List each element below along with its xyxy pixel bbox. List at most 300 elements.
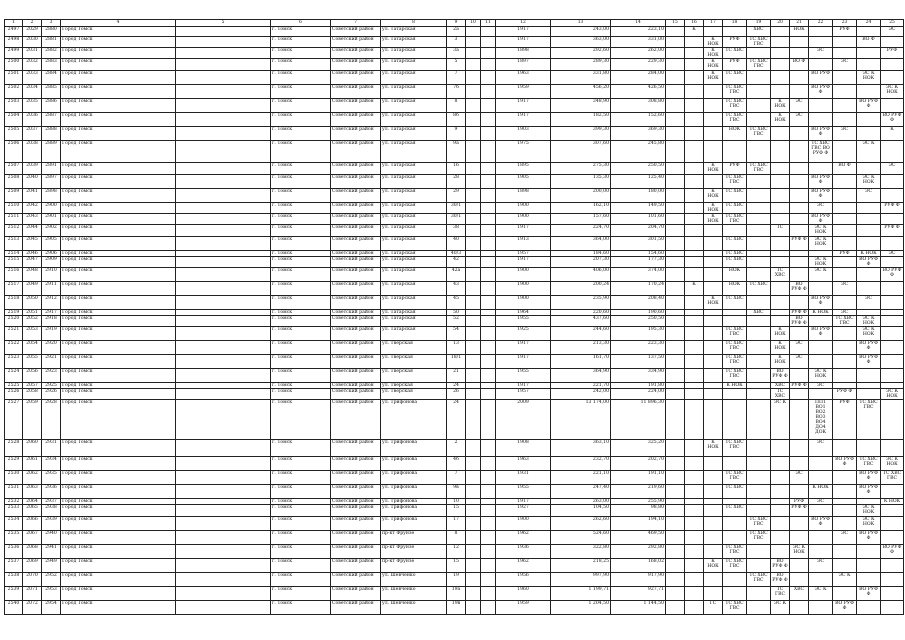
table-row bbox=[5, 85, 904, 99]
table-row bbox=[5, 268, 904, 282]
code-cell bbox=[704, 531, 723, 545]
row-index: 2529 bbox=[5, 457, 23, 471]
record-id: 2050 bbox=[23, 296, 42, 310]
code-cell bbox=[747, 214, 771, 225]
code-cell bbox=[790, 203, 809, 214]
code-cell bbox=[857, 559, 881, 573]
record-id: 2054 bbox=[23, 341, 42, 355]
code-cell bbox=[704, 471, 723, 485]
code-cell bbox=[881, 189, 904, 203]
code-cell bbox=[771, 71, 790, 85]
settlement-name: Город Томск bbox=[61, 383, 176, 389]
code-cell bbox=[771, 214, 790, 225]
code-cell bbox=[857, 573, 881, 587]
code-cell bbox=[685, 316, 704, 327]
code-cell: РУФ Ф bbox=[790, 237, 809, 251]
build-year: 1925 bbox=[496, 327, 551, 341]
object-number: 2897 bbox=[42, 175, 61, 189]
district: Советский район bbox=[331, 225, 381, 237]
town: г. Томск bbox=[271, 163, 331, 175]
code-cell: ЭС bbox=[790, 471, 809, 485]
object-number: 2931 bbox=[42, 440, 61, 457]
total-area: 1 204,50 bbox=[551, 601, 611, 615]
code-cell bbox=[747, 457, 771, 471]
settlement-name: Город Томск bbox=[61, 163, 176, 175]
town: г. Томск bbox=[271, 471, 331, 485]
code-cell bbox=[857, 85, 881, 99]
record-id: 2030 bbox=[23, 37, 42, 48]
code-cell bbox=[881, 440, 904, 457]
code-cell bbox=[704, 457, 723, 471]
object-number: 2883 bbox=[42, 59, 61, 71]
code-cell bbox=[771, 485, 790, 499]
build-year: 1959 bbox=[496, 601, 551, 615]
record-id: 2048 bbox=[23, 268, 42, 282]
code-cell: ЭС К НОК bbox=[857, 327, 881, 341]
register-sheet bbox=[4, 19, 902, 617]
town: г. Томск bbox=[271, 341, 331, 355]
living-area: 168,02 bbox=[611, 559, 666, 573]
district: Советский район bbox=[331, 559, 381, 573]
record-id: 2041 bbox=[23, 189, 42, 203]
code-cell bbox=[704, 505, 723, 517]
blank-cell bbox=[466, 545, 481, 559]
code-cell bbox=[771, 85, 790, 99]
build-year: 1905 bbox=[496, 175, 551, 189]
living-area: 331,00 bbox=[611, 37, 666, 48]
code-cell: ТС ХВС ГВС bbox=[723, 99, 747, 113]
blank-cell bbox=[466, 369, 481, 383]
record-id: 2045 bbox=[23, 237, 42, 251]
town: г. Томск bbox=[271, 531, 331, 545]
total-area: 363,00 bbox=[551, 37, 611, 48]
register-table bbox=[4, 19, 904, 615]
code-cell: ЭС К НОК bbox=[809, 369, 833, 383]
code-cell bbox=[666, 505, 685, 517]
table-row bbox=[5, 341, 904, 355]
town: г. Томск bbox=[271, 457, 331, 471]
code-cell bbox=[704, 355, 723, 369]
code-cell: РУФ bbox=[723, 59, 747, 71]
town: г. Томск bbox=[271, 601, 331, 615]
record-id: 2051 bbox=[23, 310, 42, 316]
blank-cell bbox=[466, 316, 481, 327]
row-index: 2526 bbox=[5, 389, 23, 400]
build-year: 1960 bbox=[496, 587, 551, 601]
code-cell bbox=[833, 99, 857, 113]
code-cell bbox=[857, 225, 881, 237]
blank-cell bbox=[481, 175, 496, 189]
code-cell bbox=[771, 127, 790, 141]
total-area: 242,00 bbox=[551, 389, 611, 400]
district: Советский район bbox=[331, 237, 381, 251]
code-cell bbox=[833, 189, 857, 203]
blank-cell bbox=[481, 189, 496, 203]
code-cell bbox=[790, 440, 809, 457]
table-row bbox=[5, 257, 904, 268]
code-cell: РУФ Ф bbox=[790, 505, 809, 517]
district: Советский район bbox=[331, 573, 381, 587]
blank-cell bbox=[466, 296, 481, 310]
table-row bbox=[5, 471, 904, 485]
blank-cell bbox=[466, 389, 481, 400]
blank-cell bbox=[481, 327, 496, 341]
house-number: 7 bbox=[447, 71, 466, 85]
build-year: 1917 bbox=[496, 113, 551, 127]
table-row bbox=[5, 163, 904, 175]
street: ул. Трифонова bbox=[381, 485, 447, 499]
settlement-name: Город Томск bbox=[61, 203, 176, 214]
code-cell bbox=[771, 282, 790, 296]
code-cell bbox=[666, 316, 685, 327]
object-number: 2949 bbox=[42, 559, 61, 573]
code-cell bbox=[747, 389, 771, 400]
total-area: 997,90 bbox=[551, 573, 611, 587]
code-cell bbox=[790, 175, 809, 189]
code-cell: ВО Ф bbox=[790, 59, 809, 71]
total-area: 348,90 bbox=[551, 99, 611, 113]
code-cell: ЭС К НОК bbox=[857, 517, 881, 531]
code-cell: ЭС bbox=[809, 440, 833, 457]
code-cell bbox=[666, 440, 685, 457]
code-cell: ТС ХВС bbox=[723, 48, 747, 59]
code-cell bbox=[685, 573, 704, 587]
code-cell bbox=[685, 389, 704, 400]
code-cell bbox=[704, 27, 723, 37]
code-cell: ЭС bbox=[809, 499, 833, 505]
object-number: 2889 bbox=[42, 141, 61, 163]
code-cell bbox=[747, 587, 771, 601]
code-cell bbox=[747, 355, 771, 369]
street: ул. Татарская bbox=[381, 282, 447, 296]
code-cell bbox=[685, 369, 704, 383]
column-number-24: 24 bbox=[857, 20, 881, 27]
code-cell: ВО Ф bbox=[833, 163, 857, 175]
code-cell bbox=[809, 99, 833, 113]
record-id: 2046 bbox=[23, 251, 42, 257]
blank-cell bbox=[176, 203, 271, 214]
row-index: 2514 bbox=[5, 251, 23, 257]
living-area: 917,90 bbox=[611, 573, 666, 587]
district: Советский район bbox=[331, 37, 381, 48]
code-cell bbox=[771, 545, 790, 559]
code-cell bbox=[666, 203, 685, 214]
blank-cell bbox=[481, 214, 496, 225]
record-id: 2040 bbox=[23, 175, 42, 189]
column-number-14: 14 bbox=[611, 20, 666, 27]
build-year: 1955 bbox=[496, 369, 551, 383]
district: Советский район bbox=[331, 389, 381, 400]
code-cell: РУФ Ф bbox=[833, 389, 857, 400]
code-cell bbox=[790, 573, 809, 587]
code-cell bbox=[747, 316, 771, 327]
code-cell bbox=[704, 113, 723, 127]
record-id: 2055 bbox=[23, 355, 42, 369]
living-area: 369,30 bbox=[611, 127, 666, 141]
row-index: 2499 bbox=[5, 48, 23, 59]
code-cell bbox=[881, 400, 904, 440]
code-cell bbox=[666, 237, 685, 251]
code-cell: ТС ХВС bbox=[723, 485, 747, 499]
object-number: 2928 bbox=[42, 400, 61, 440]
code-cell bbox=[666, 545, 685, 559]
table-row bbox=[5, 369, 904, 383]
district: Советский район bbox=[331, 327, 381, 341]
code-cell: РУФ bbox=[833, 27, 857, 37]
house-number: 8 bbox=[447, 99, 466, 113]
code-cell: К НОК bbox=[704, 214, 723, 225]
object-number: 2919 bbox=[42, 327, 61, 341]
district: Советский район bbox=[331, 203, 381, 214]
code-cell bbox=[881, 99, 904, 113]
row-index: 2502 bbox=[5, 85, 23, 99]
house-number: 19в bbox=[447, 601, 466, 615]
total-area: 437,60 bbox=[551, 316, 611, 327]
code-cell bbox=[666, 559, 685, 573]
total-area: 331,80 bbox=[551, 71, 611, 85]
blank-cell bbox=[466, 85, 481, 99]
code-cell bbox=[747, 505, 771, 517]
blank-cell bbox=[466, 601, 481, 615]
settlement-name: Город Томск bbox=[61, 189, 176, 203]
town: г. Томск bbox=[271, 37, 331, 48]
code-cell: ЭС К bbox=[809, 268, 833, 282]
total-area: 221,10 bbox=[551, 471, 611, 485]
code-cell: ВО РУФ Ф bbox=[857, 485, 881, 499]
code-cell: ЭС К НОК bbox=[881, 457, 904, 471]
table-row bbox=[5, 225, 904, 237]
blank-cell bbox=[481, 27, 496, 37]
build-year: 1956 bbox=[496, 573, 551, 587]
code-cell: ВО РУФ Ф bbox=[857, 531, 881, 545]
settlement-name: Город Томск bbox=[61, 471, 176, 485]
code-cell bbox=[666, 471, 685, 485]
code-cell bbox=[771, 37, 790, 48]
settlement-name: Город Томск bbox=[61, 282, 176, 296]
house-number: 9 bbox=[447, 127, 466, 141]
code-cell: ЭС К bbox=[771, 601, 790, 615]
column-number-6: 6 bbox=[271, 20, 331, 27]
settlement-name: Город Томск bbox=[61, 355, 176, 369]
code-cell: ГС bbox=[704, 601, 723, 615]
district: Советский район bbox=[331, 48, 381, 59]
district: Советский район bbox=[331, 113, 381, 127]
code-cell bbox=[771, 457, 790, 471]
code-cell bbox=[790, 369, 809, 383]
house-number: 43 bbox=[447, 282, 466, 296]
house-number: 50 bbox=[447, 310, 466, 316]
blank-cell bbox=[466, 189, 481, 203]
blank-cell bbox=[481, 127, 496, 141]
district: Советский район bbox=[331, 189, 381, 203]
table-row bbox=[5, 573, 904, 587]
total-area: 1 199,71 bbox=[551, 587, 611, 601]
row-index: 2509 bbox=[5, 189, 23, 203]
code-cell bbox=[771, 440, 790, 457]
street: ул. Татарская bbox=[381, 316, 447, 327]
code-cell bbox=[881, 316, 904, 327]
blank-cell bbox=[176, 37, 271, 48]
total-area: 207,30 bbox=[551, 257, 611, 268]
blank-cell bbox=[176, 389, 271, 400]
code-cell: ТС ХВС ГВС bbox=[747, 531, 771, 545]
blank-cell bbox=[176, 587, 271, 601]
record-id: 2029 bbox=[23, 27, 42, 37]
code-cell bbox=[857, 59, 881, 71]
code-cell: К НОК bbox=[704, 59, 723, 71]
blank-cell bbox=[481, 37, 496, 48]
total-area: 224,70 bbox=[551, 225, 611, 237]
code-cell bbox=[685, 268, 704, 282]
town: г. Томск bbox=[271, 282, 331, 296]
blank-cell bbox=[466, 341, 481, 355]
object-number: 2900 bbox=[42, 203, 61, 214]
street: ул. Трифонова bbox=[381, 457, 447, 471]
code-cell: К НОК bbox=[704, 203, 723, 214]
code-cell: ЭС bbox=[790, 355, 809, 369]
column-number-3: 3 bbox=[42, 20, 61, 27]
house-number: 30/1 bbox=[447, 214, 466, 225]
table-row bbox=[5, 113, 904, 127]
code-cell bbox=[809, 163, 833, 175]
object-number: 2906 bbox=[42, 251, 61, 257]
object-number: 2888 bbox=[42, 127, 61, 141]
code-cell: ТС ХВС ГВС bbox=[833, 316, 857, 327]
blank-cell bbox=[176, 175, 271, 189]
living-area: 308,80 bbox=[611, 99, 666, 113]
record-id: 2047 bbox=[23, 257, 42, 268]
house-number: 5 bbox=[447, 59, 466, 71]
code-cell: ТС ХВС ГВС bbox=[723, 341, 747, 355]
living-area: 284,00 bbox=[611, 71, 666, 85]
blank-cell bbox=[481, 296, 496, 310]
build-year: 1957 bbox=[496, 251, 551, 257]
code-cell: К НОК bbox=[809, 485, 833, 499]
table-row bbox=[5, 296, 904, 310]
code-cell bbox=[704, 545, 723, 559]
living-area: 292,80 bbox=[611, 545, 666, 559]
code-cell: ТС ХВС ГВС bbox=[723, 440, 747, 457]
house-number: 10 bbox=[447, 499, 466, 505]
code-cell bbox=[747, 175, 771, 189]
object-number: 2940 bbox=[42, 531, 61, 545]
blank-cell bbox=[466, 59, 481, 71]
district: Советский район bbox=[331, 85, 381, 99]
street: ул. Шевченко bbox=[381, 573, 447, 587]
code-cell: ТС ХВС ГВС bbox=[881, 471, 904, 485]
code-cell bbox=[685, 531, 704, 545]
code-cell bbox=[771, 471, 790, 485]
code-cell: РУФ bbox=[723, 163, 747, 175]
living-area: 469,50 bbox=[611, 531, 666, 545]
blank-cell bbox=[481, 559, 496, 573]
total-area: 232,70 bbox=[551, 457, 611, 471]
code-cell bbox=[771, 48, 790, 59]
total-area: 135,30 bbox=[551, 175, 611, 189]
row-index: 2517 bbox=[5, 282, 23, 296]
blank-cell bbox=[481, 545, 496, 559]
code-cell bbox=[666, 163, 685, 175]
object-number: 2938 bbox=[42, 505, 61, 517]
code-cell: ТС ХВС bbox=[771, 268, 790, 282]
blank-cell bbox=[466, 113, 481, 127]
row-index: 2523 bbox=[5, 355, 23, 369]
town: г. Томск bbox=[271, 85, 331, 99]
district: Советский район bbox=[331, 163, 381, 175]
settlement-name: Город Томск bbox=[61, 310, 176, 316]
town: г. Томск bbox=[271, 251, 331, 257]
street: ул. Трифонова bbox=[381, 499, 447, 505]
living-area: 229,30 bbox=[611, 59, 666, 71]
code-cell: ТС ХВС ГВС ВО РУФ Ф bbox=[809, 141, 833, 163]
code-cell bbox=[747, 257, 771, 268]
blank-cell bbox=[466, 457, 481, 471]
code-cell bbox=[833, 268, 857, 282]
row-index: 2510 bbox=[5, 203, 23, 214]
house-number: 28 bbox=[447, 175, 466, 189]
build-year: 1936 bbox=[496, 545, 551, 559]
code-cell bbox=[723, 573, 747, 587]
code-cell bbox=[809, 37, 833, 48]
build-year: 1900 bbox=[496, 296, 551, 310]
street: ул. Татарская bbox=[381, 48, 447, 59]
total-area: 364,00 bbox=[551, 237, 611, 251]
blank-cell bbox=[176, 369, 271, 383]
code-cell bbox=[685, 203, 704, 214]
code-cell bbox=[704, 99, 723, 113]
code-cell bbox=[685, 485, 704, 499]
settlement-name: Город Томск bbox=[61, 559, 176, 573]
code-cell bbox=[833, 48, 857, 59]
table-row bbox=[5, 316, 904, 327]
code-cell bbox=[881, 559, 904, 573]
code-cell: ВО РУФ bbox=[809, 71, 833, 85]
row-index: 2513 bbox=[5, 237, 23, 251]
code-cell bbox=[833, 113, 857, 127]
code-cell bbox=[809, 59, 833, 71]
code-cell bbox=[723, 141, 747, 163]
row-index: 2535 bbox=[5, 531, 23, 545]
row-index: 2522 bbox=[5, 341, 23, 355]
total-area: 104,50 bbox=[551, 505, 611, 517]
code-cell: ТС ХВС ГВС bbox=[723, 369, 747, 383]
street: ул. Трифонова bbox=[381, 517, 447, 531]
column-number-16: 16 bbox=[685, 20, 704, 27]
code-cell bbox=[790, 327, 809, 341]
code-cell: ВО РУФ Ф bbox=[809, 214, 833, 225]
code-cell bbox=[685, 355, 704, 369]
code-cell bbox=[857, 268, 881, 282]
code-cell bbox=[704, 369, 723, 383]
row-index: 2497 bbox=[5, 27, 23, 37]
blank-cell bbox=[481, 282, 496, 296]
town: г. Томск bbox=[271, 214, 331, 225]
build-year: 1903 bbox=[496, 127, 551, 141]
blank-cell bbox=[176, 85, 271, 99]
table-row bbox=[5, 440, 904, 457]
house-number: 4б bbox=[447, 457, 466, 471]
code-cell bbox=[747, 85, 771, 99]
code-cell: ВО РУФ Ф bbox=[809, 189, 833, 203]
code-cell bbox=[685, 225, 704, 237]
blank-cell bbox=[466, 327, 481, 341]
house-number: 3 bbox=[447, 37, 466, 48]
total-area: 363,10 bbox=[551, 440, 611, 457]
settlement-name: Город Томск bbox=[61, 505, 176, 517]
code-cell: К НОК bbox=[704, 189, 723, 203]
code-cell bbox=[747, 189, 771, 203]
record-id: 2042 bbox=[23, 203, 42, 214]
